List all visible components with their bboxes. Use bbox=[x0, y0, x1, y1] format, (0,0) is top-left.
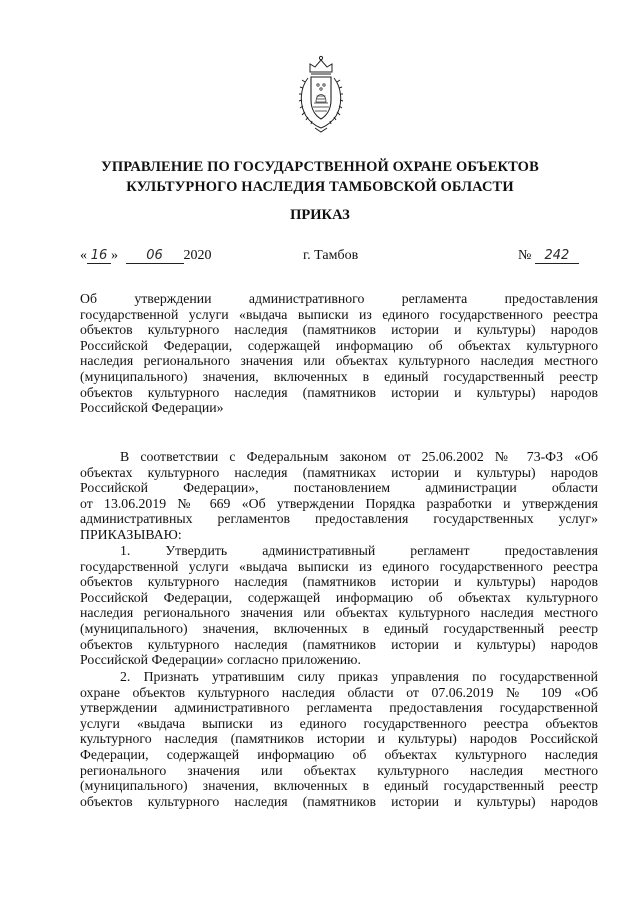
item-2-line: объектов культурного наследия (памятников истории и культуры) народов bbox=[80, 793, 598, 809]
date-month: 06 bbox=[126, 249, 184, 264]
item-2-line: Федерации, содержащей информацию об объектах культурного наследия bbox=[80, 746, 598, 762]
title-line: объектов культурного наследия (памятников истории и культуры) народов bbox=[80, 322, 598, 338]
order-number-value: 242 bbox=[535, 249, 579, 264]
date-quote-close: » bbox=[111, 248, 118, 263]
preamble-line: административных регламентов предоставления государственных услуг» bbox=[80, 511, 598, 527]
item-2-line: регионального значения или объектах культурного наследия местного bbox=[80, 762, 598, 778]
title-line: (муниципального) значения, включенных в единый государственный реестр bbox=[80, 368, 598, 384]
preamble-line: объектах культурного наследия (памятниках истории и культуры) народов bbox=[80, 464, 598, 480]
date-day: 16 bbox=[87, 249, 111, 264]
preamble-line: В соответствии с Федеральным законом от 25.06.2002 № 73-ФЗ «Об bbox=[120, 449, 598, 464]
preamble-line: от 13.06.2019 № 669 «Об утверждении Порядка разработки и утверждения bbox=[80, 495, 598, 511]
city-name: г. Тамбов bbox=[303, 248, 359, 263]
organization-name bbox=[60, 157, 580, 197]
item-1-line: объектов культурного наследия (памятников истории и культуры) народов bbox=[80, 636, 598, 652]
title-line: государственной услуги «выдача выписки из единого государственного реестра bbox=[80, 306, 598, 322]
title-line: объектов культурного наследия (памятников истории и культуры) народов bbox=[80, 384, 598, 400]
title-line: Российской Федерации, содержащей информацию об объектах культурного bbox=[80, 337, 598, 353]
date-quote-open: « bbox=[80, 248, 87, 263]
title-line: наследия регионального значения или объектах культурного наследия местного bbox=[80, 353, 598, 369]
item-1-paragraph bbox=[80, 543, 598, 668]
title-line: Российской Федерации» bbox=[80, 400, 224, 416]
item-2-line: утверждении административного регламента предоставления государственной bbox=[80, 700, 598, 716]
item-1-line: наследия регионального значения или объектах культурного наследия местного bbox=[80, 605, 598, 621]
organization-name-line-1: УПРАВЛЕНИЕ ПО ГОСУДАРСТВЕННОЙ ОХРАНЕ ОБЪЕКТОВ bbox=[101, 159, 539, 175]
item-2-line: 2. Признать утратившим силу приказ управления по государственной bbox=[120, 669, 598, 684]
preamble-line-order-word: ПРИКАЗЫВАЮ: bbox=[80, 526, 182, 542]
date-year: 2020 bbox=[183, 248, 212, 263]
preamble-paragraph bbox=[80, 449, 598, 543]
item-1-line: Российской Федерации, содержащей информацию об объектах культурного bbox=[80, 589, 598, 605]
order-title bbox=[80, 291, 598, 416]
order-number bbox=[518, 248, 579, 264]
preamble-line: Российской Федерации», постановлением администрации области bbox=[80, 480, 598, 496]
item-2-paragraph bbox=[80, 669, 598, 809]
title-line: Об утверждении административного регламента предоставления bbox=[80, 291, 598, 306]
item-2-line: (муниципального) значения, включенных в единый государственный реестр bbox=[80, 778, 598, 794]
order-date bbox=[80, 248, 212, 264]
coat-of-arms-emblem bbox=[296, 52, 346, 134]
item-1-line: (муниципального) значения, включенных в единый государственный реестр bbox=[80, 620, 598, 636]
item-2-line: охране объектов культурного наследия области от 07.06.2019 № 109 «Об bbox=[80, 684, 598, 700]
item-1-line: государственной услуги «выдача выписки из единого государственного реестра bbox=[80, 558, 598, 574]
item-1-line: Российской Федерации» согласно приложению. bbox=[80, 652, 361, 668]
organization-name-line-2: КУЛЬТУРНОГО НАСЛЕДИЯ ТАМБОВСКОЙ ОБЛАСТИ bbox=[126, 179, 514, 195]
item-2-line: услуги «выдача выписки из единого государственного реестра объектов bbox=[80, 715, 598, 731]
document-type-title: ПРИКАЗ bbox=[290, 207, 350, 223]
item-1-line: объектов культурного наследия (памятников истории и культуры) народов bbox=[80, 574, 598, 590]
item-2-line: культурного наследия (памятников истории и культуры) народов Российской bbox=[80, 731, 598, 747]
number-sign: № bbox=[518, 248, 532, 263]
item-1-line: 1. Утвердить административный регламент предоставления bbox=[120, 543, 598, 558]
